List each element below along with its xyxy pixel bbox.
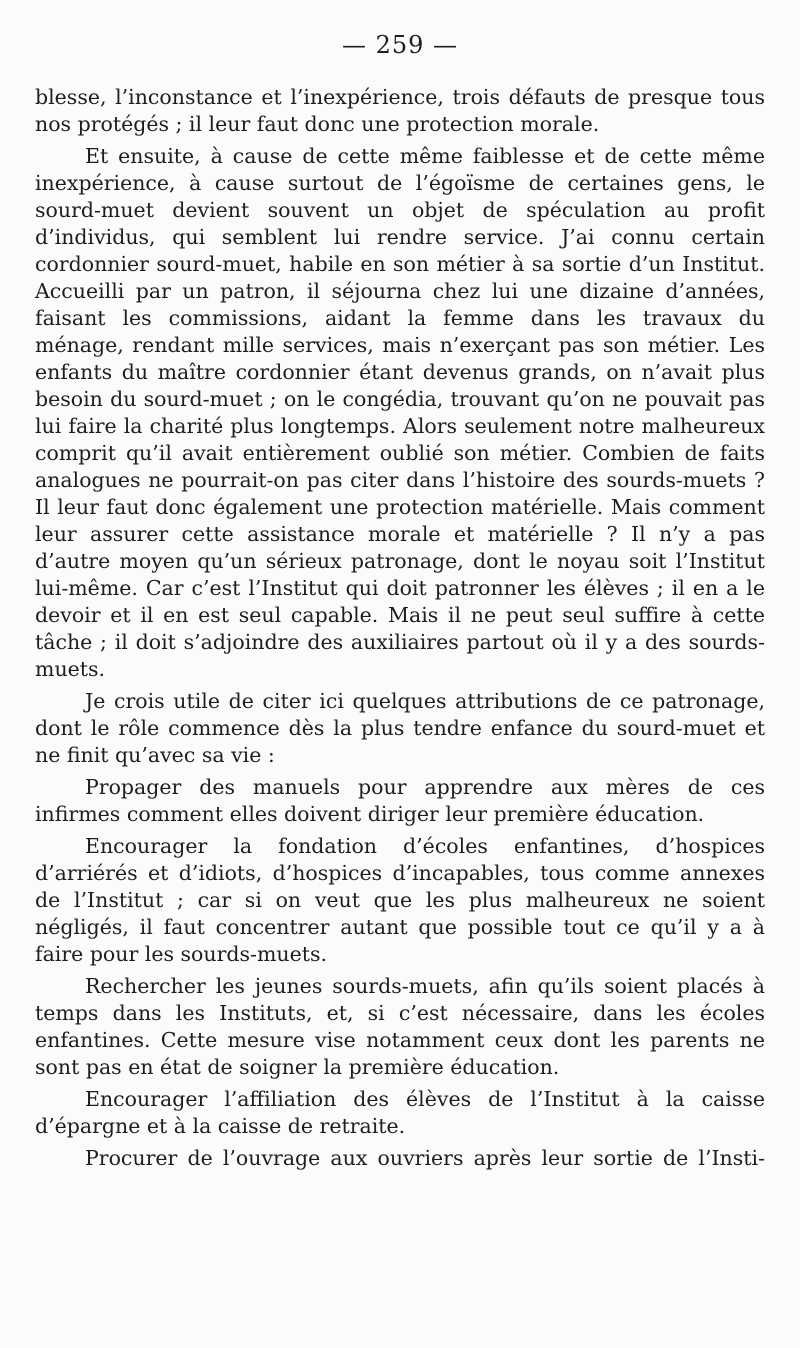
paragraph-6: Rechercher les jeunes sourds-muets, afin qu’ils soient placés à temps dans les Instituts, et, si c’est nécessaire, dans les écoles enfantines. Cette mesure vise notamment ceux dont les parents ne sont pas en état de soigner la première éducation. <box>35 974 765 1079</box>
paragraph-2: Et ensuite, à cause de cette même faiblesse et de cette même inexpérience, à cause surtout de l’égoïsme de certaines gens, le sourd-muet devient souvent un objet de spéculation au profit d’individus, qui semblent lui rendre service. J’ai connu certain cordonnier sourd-muet, habile en son métier à sa sortie d’un Institut. Accueilli par un patron, il séjourna chez lui une dizaine d’années, faisant les commissions, aidant la femme dans les travaux du ménage, rendant mille services, mais n’exerçant pas son métier. Les enfants du maître cordonnier étant devenus grands, on n’avait plus besoin du sourd-muet ; on le congédia, trouvant qu’on ne pouvait pas lui faire la charité plus longtemps. Alors seulement notre malheureux comprit qu’il avait entièrement oublié son métier. Combien de faits analogues ne pourrait-on pas citer dans l’histoire des sourds-muets ? Il leur faut donc également une protection matérielle. Mais comment leur assurer cette assistance morale et matérielle ? Il n’y a pas d’autre moyen qu’un sérieux patronage, dont le noyau soit l’Institut lui-même. Car c’est l’Institut qui doit patronner les élèves ; il en a le devoir et il en est seul capable. Mais il ne peut seul suffire à cette tâche ; il doit s’adjoindre des auxiliaires partout où il y a des sourds-muets. <box>35 144 765 681</box>
paragraph-4: Propager des manuels pour apprendre aux mères de ces infirmes comment elles doivent diriger leur première éducation. <box>35 775 765 826</box>
paragraph-5: Encourager la fondation d’écoles enfantines, d’hospices d’arriérés et d’idiots, d’hospices d’incapables, tous comme annexes de l’Institut ; car si on veut que les plus malheureux ne soient négligés, il faut concentrer autant que possible tout ce qu’il y a à faire pour les sourds-muets. <box>35 834 765 966</box>
paragraph-8: Procurer de l’ouvrage aux ouvriers après leur sortie de l’Insti- <box>85 1146 765 1170</box>
body-text <box>35 84 765 1177</box>
paragraph-7: Encourager l’affiliation des élèves de l’Institut à la caisse d’épargne et à la caisse de retraite. <box>35 1087 765 1138</box>
paragraph-1: blesse, l’inconstance et l’inexpérience, trois défauts de presque tous nos protégés ; il leur faut donc une protection morale. <box>35 85 765 136</box>
paragraph-3: Je crois utile de citer ici quelques attributions de ce patronage, dont le rôle commence dès la plus tendre enfance du sourd-muet et ne finit qu’avec sa vie : <box>35 689 765 767</box>
page-number: — 259 — <box>341 31 459 59</box>
